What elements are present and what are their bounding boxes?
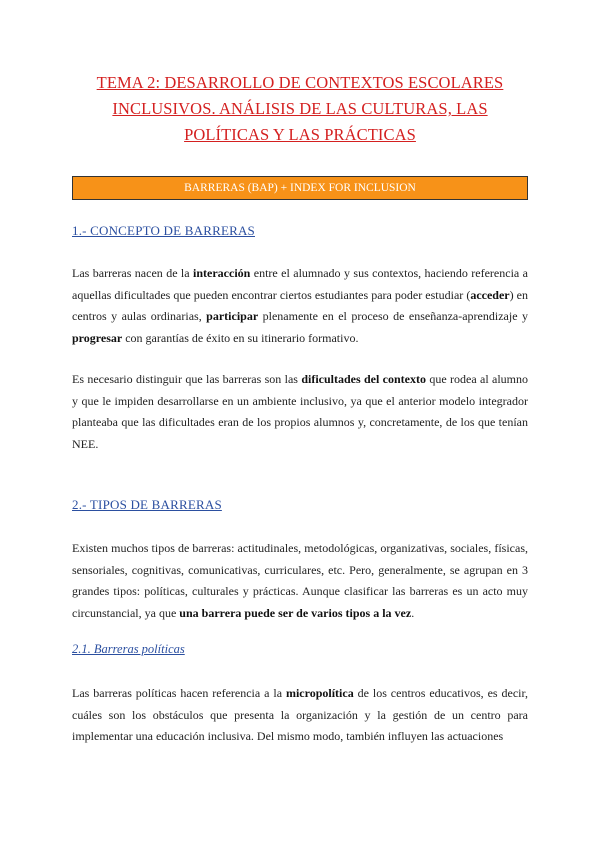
text-run: Las barreras políticas hacen referencia a la bbox=[72, 686, 286, 700]
title-line-1: TEMA 2: DESARROLLO DE CONTEXTOS ESCOLARES bbox=[96, 73, 504, 92]
section-1-paragraph-2 bbox=[72, 369, 528, 455]
document-title bbox=[70, 70, 530, 148]
text-run: que rodea al alumno y que le impiden desarrollarse en un ambiente inclusivo, ya que el anterior modelo integrador planteaba que las dificultades eran de los propios alumnos y, concretamente, de los que tenían NEE. bbox=[72, 372, 528, 451]
bold-term: una barrera puede ser de varios tipos a la vez bbox=[179, 605, 412, 620]
text-run: de los centros educativos, es decir, cuáles son los obstáculos que presenta la organización y la gestión de un centro para implementar una educación inclusiva. Del mismo modo, también influyen las actuaciones bbox=[72, 686, 529, 743]
section-2-paragraph-1 bbox=[72, 538, 528, 624]
bold-term: micropolítica bbox=[285, 686, 354, 700]
topic-banner: BARRERAS (BAP) + INDEX FOR INCLUSION bbox=[72, 176, 528, 200]
text-run: . bbox=[411, 605, 415, 620]
title-line-2: INCLUSIVOS. ANÁLISIS DE LAS CULTURAS, LAS bbox=[112, 99, 488, 118]
text-run: Es necesario distinguir que las barreras son las bbox=[72, 372, 302, 386]
text-run: plenamente en el proceso de enseñanza-aprendizaje y bbox=[258, 309, 528, 323]
title-line-3: POLÍTICAS Y LAS PRÁCTICAS bbox=[184, 125, 416, 144]
text-run: Existen muchos tipos de barreras: actitudinales, metodológicas, organizativas, sociales, físicas, sensoriales, cognitivas, comunicativas, curriculares, etc. Pero, generalmente, se agrupan en 3 grandes tipos: políticas, culturales y prácticas. Aunque clasificar las barreras es un acto muy circunstancial, ya que bbox=[72, 541, 528, 620]
section-1-paragraph-1 bbox=[72, 263, 528, 349]
subsection-2-1-heading: 2.1. Barreras políticas bbox=[72, 642, 185, 656]
section-2-heading: 2.- TIPOS DE BARRERAS bbox=[72, 497, 222, 512]
bold-term: participar bbox=[206, 309, 259, 323]
text-run: con garantías de éxito en su itinerario formativo. bbox=[122, 330, 359, 345]
subsection-2-1-paragraph-1 bbox=[72, 683, 528, 748]
bold-term: interacción bbox=[193, 266, 251, 280]
bold-term: progresar bbox=[72, 330, 123, 345]
text-run: ) en centros y aulas ordinarias, bbox=[72, 287, 528, 323]
section-1-heading: 1.- CONCEPTO DE BARRERAS bbox=[72, 223, 255, 238]
bold-term: acceder bbox=[470, 287, 510, 302]
text-run: Las barreras nacen de la bbox=[72, 266, 194, 280]
bold-term: dificultades del contexto bbox=[301, 372, 426, 386]
text-run: entre el alumnado y sus contextos, haciendo referencia a aquellas dificultades que pueden encontrar ciertos estudiantes para poder estudiar ( bbox=[72, 266, 528, 302]
